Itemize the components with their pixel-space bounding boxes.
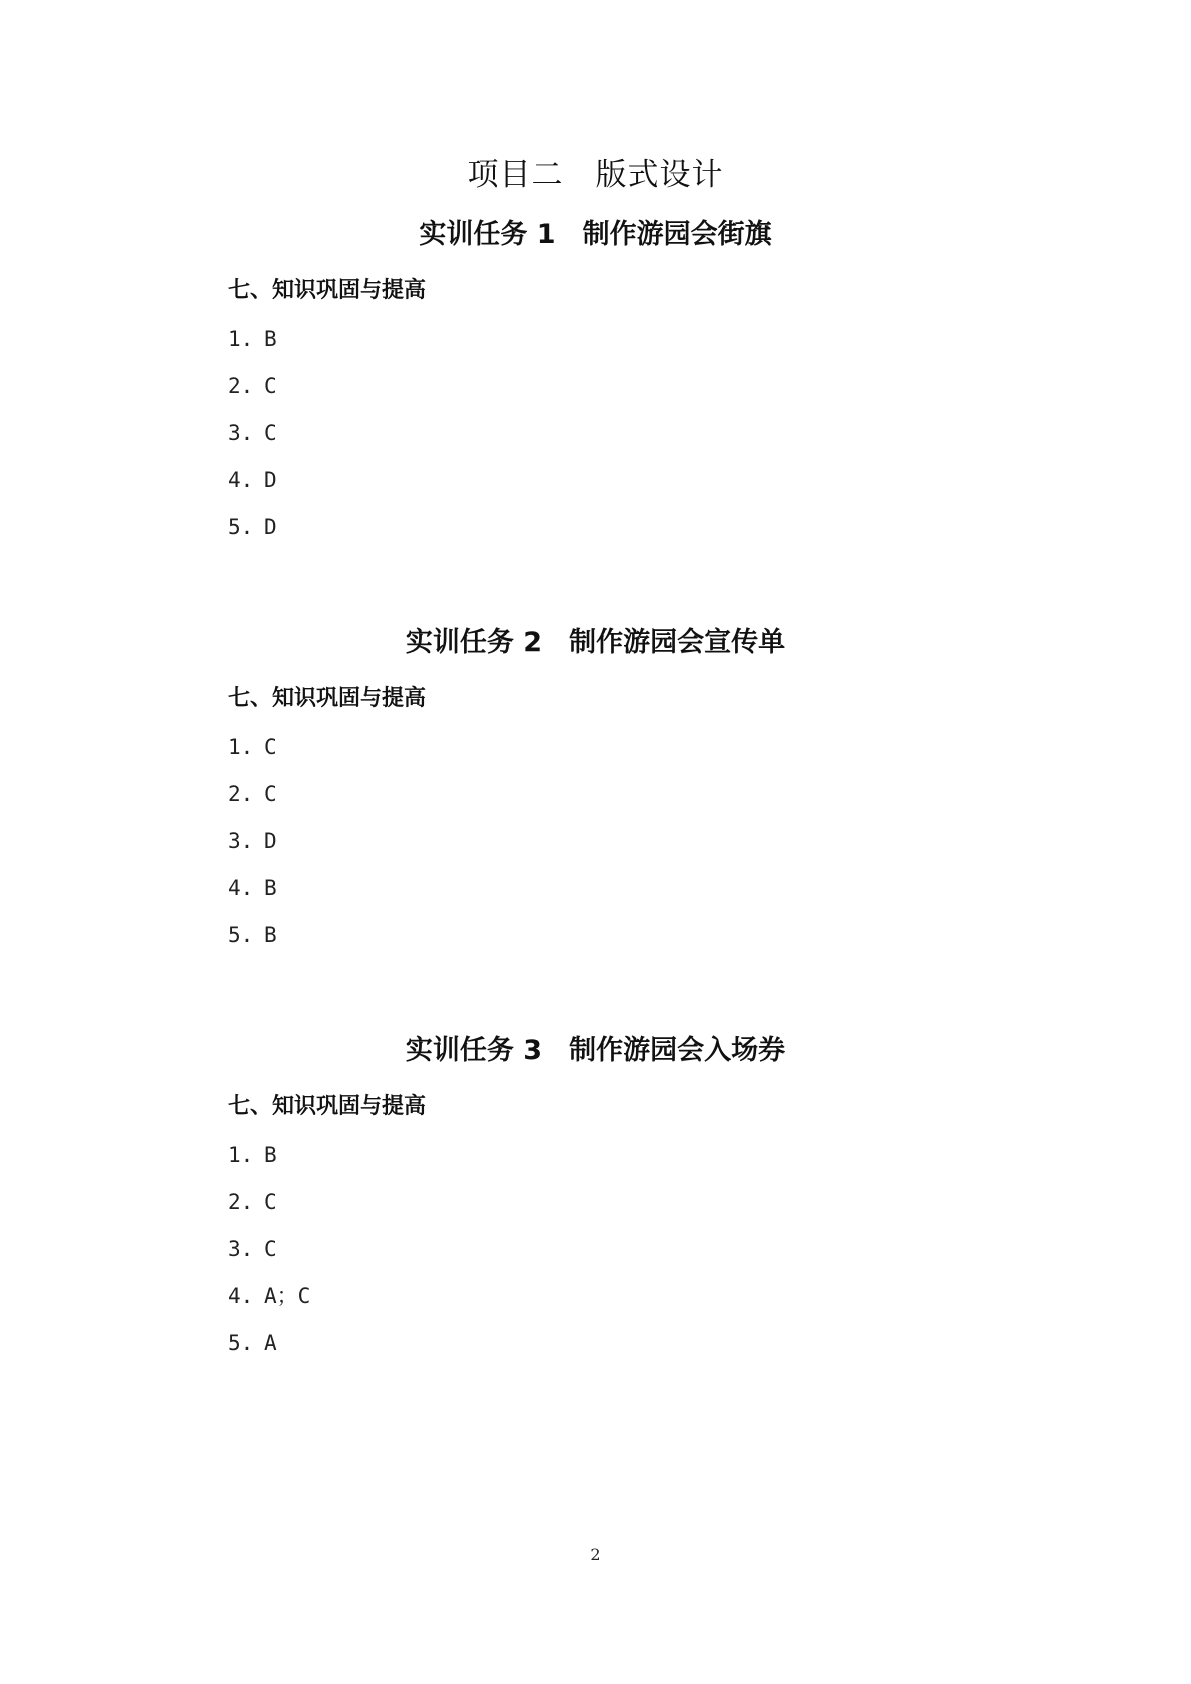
answer-item bbox=[228, 1328, 310, 1375]
answer-value: B bbox=[264, 923, 277, 947]
answer-number: 1. bbox=[228, 1143, 254, 1167]
answer-item bbox=[228, 873, 277, 920]
answer-number: 3. bbox=[228, 1237, 254, 1261]
answer-item bbox=[228, 371, 277, 418]
answer-value: B bbox=[264, 327, 277, 351]
document-title: 项目二 版式设计 bbox=[467, 157, 724, 193]
task-1-title: 实训任务 1 制作游园会街旗 bbox=[419, 219, 772, 250]
answer-item bbox=[228, 920, 277, 967]
answer-item bbox=[228, 465, 277, 512]
task-2-title: 实训任务 2 制作游园会宣传单 bbox=[405, 627, 786, 658]
task-3-section-heading: 七、知识巩固与提高 bbox=[228, 1094, 427, 1119]
answer-value: D bbox=[264, 468, 277, 492]
answer-value: D bbox=[264, 829, 277, 853]
page-number: 2 bbox=[590, 1545, 601, 1564]
answer-value: B bbox=[264, 876, 277, 900]
answer-number: 5. bbox=[228, 923, 254, 947]
answer-value: C bbox=[264, 1237, 277, 1261]
task-2-answer-list bbox=[228, 732, 277, 967]
task-3-answer-list bbox=[228, 1140, 310, 1375]
answer-value: A bbox=[264, 1331, 277, 1355]
answer-number: 2. bbox=[228, 1190, 254, 1214]
answer-item bbox=[228, 1234, 310, 1281]
answer-number: 1. bbox=[228, 735, 254, 759]
answer-number: 3. bbox=[228, 421, 254, 445]
answer-item bbox=[228, 512, 277, 559]
answer-value: C bbox=[264, 735, 277, 759]
answer-number: 1. bbox=[228, 327, 254, 351]
answer-item bbox=[228, 1140, 310, 1187]
answer-number: 4. bbox=[228, 1284, 254, 1308]
answer-number: 3. bbox=[228, 829, 254, 853]
answer-number: 4. bbox=[228, 876, 254, 900]
answer-item bbox=[228, 732, 277, 779]
answer-value: C bbox=[264, 782, 277, 806]
answer-number: 5. bbox=[228, 515, 254, 539]
answer-item bbox=[228, 418, 277, 465]
task-1-section-heading: 七、知识巩固与提高 bbox=[228, 278, 427, 303]
answer-value: C bbox=[264, 1190, 277, 1214]
answer-number: 4. bbox=[228, 468, 254, 492]
answer-number: 2. bbox=[228, 782, 254, 806]
answer-item bbox=[228, 324, 277, 371]
answer-value: A；C bbox=[264, 1284, 311, 1308]
answer-value: D bbox=[264, 515, 277, 539]
task-2-section-heading: 七、知识巩固与提高 bbox=[228, 686, 427, 711]
answer-item bbox=[228, 1281, 310, 1328]
answer-value: C bbox=[264, 421, 277, 445]
answer-value: C bbox=[264, 374, 277, 398]
task-1-answer-list bbox=[228, 324, 277, 559]
answer-item bbox=[228, 826, 277, 873]
answer-value: B bbox=[264, 1143, 277, 1167]
answer-item bbox=[228, 779, 277, 826]
task-3-title: 实训任务 3 制作游园会入场券 bbox=[405, 1035, 786, 1066]
answer-item bbox=[228, 1187, 310, 1234]
answer-number: 2. bbox=[228, 374, 254, 398]
answer-number: 5. bbox=[228, 1331, 254, 1355]
